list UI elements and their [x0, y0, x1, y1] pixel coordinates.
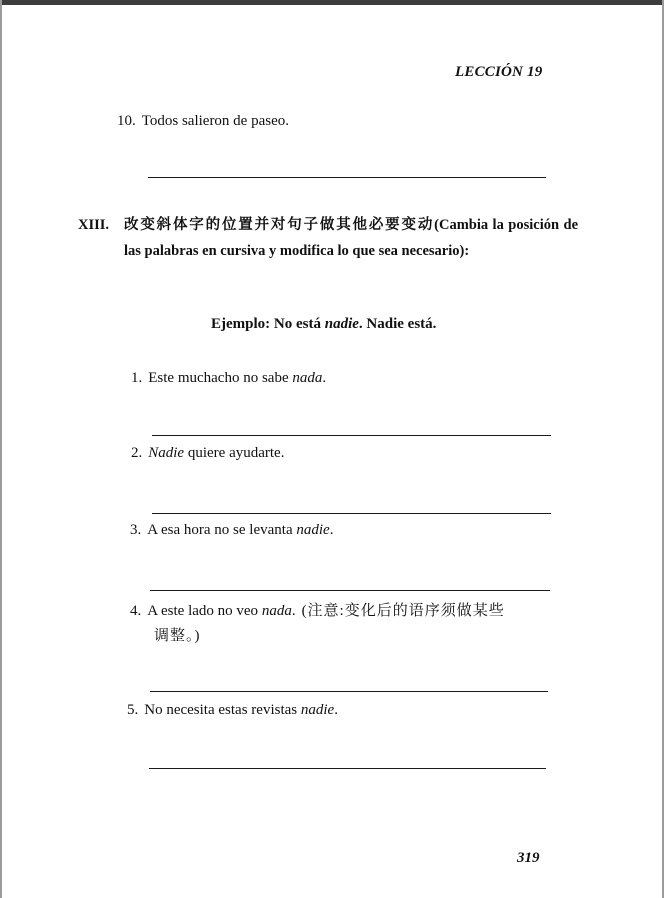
- item-italic-word: nada: [292, 370, 323, 386]
- item-italic-word: Nadie: [148, 445, 185, 461]
- item-number: 3.: [130, 522, 142, 538]
- scan-left-border: [0, 0, 2, 898]
- lesson-header: LECCIÓN 19: [455, 64, 543, 80]
- item-number: 1.: [131, 370, 143, 386]
- example-after: . Nadie está.: [358, 316, 437, 332]
- item-text-end: .: [322, 370, 327, 386]
- item-text: A este lado no veo: [147, 603, 262, 619]
- item-italic-word: nada: [261, 603, 292, 619]
- instruction-spanish: (Cambia la posición de las palabras en cursiva y modifica lo que sea necesario):: [124, 217, 578, 259]
- item-italic-word: nadie: [296, 522, 330, 538]
- item-text: A esa hora no se levanta: [147, 522, 297, 538]
- exercise-item-4: [130, 599, 505, 620]
- item-text: Este muchacho no sabe: [148, 370, 293, 386]
- item-note: (注意:变化后的语序须做某些: [301, 603, 505, 619]
- item-text-end: .: [291, 603, 296, 619]
- example-sentence: [211, 316, 436, 333]
- answer-line: [150, 691, 548, 692]
- exercise-item-1: [131, 370, 326, 387]
- item-text: Todos salieron de paseo.: [141, 113, 289, 129]
- exercise-item-2: [131, 445, 284, 462]
- item-number: 10.: [117, 113, 136, 129]
- item-text-end: quiere ayudarte.: [184, 445, 285, 461]
- item-italic-word: nadie: [300, 702, 335, 718]
- example-label: Ejemplo:: [211, 316, 271, 332]
- item-number: 5.: [127, 702, 139, 718]
- answer-line: [148, 177, 546, 178]
- scan-top-border: [0, 0, 664, 5]
- section-xiii: [78, 212, 578, 264]
- item-number: 2.: [131, 445, 143, 461]
- section-number: XIII.: [78, 217, 110, 233]
- answer-line: [149, 768, 546, 769]
- item-text-end: .: [329, 522, 334, 538]
- example-italic-word: nadie: [324, 316, 359, 332]
- answer-line: [150, 590, 550, 591]
- example-before: No está: [273, 316, 321, 332]
- exercise-item-5: [127, 702, 338, 719]
- section-instruction: [124, 212, 578, 264]
- item-text: No necesita estas revistas: [144, 702, 301, 718]
- answer-line: [152, 435, 551, 436]
- page-number: 319: [517, 850, 540, 866]
- exercise-item-3: [130, 522, 333, 539]
- instruction-chinese: 改变斜体字的位置并对句子做其他必要变动: [124, 217, 435, 233]
- item-number: 4.: [130, 603, 142, 619]
- item-text-end: .: [334, 702, 338, 718]
- item-note-continuation: 调整。): [154, 628, 201, 644]
- exercise-item-10: [117, 113, 289, 130]
- answer-line: [152, 513, 551, 514]
